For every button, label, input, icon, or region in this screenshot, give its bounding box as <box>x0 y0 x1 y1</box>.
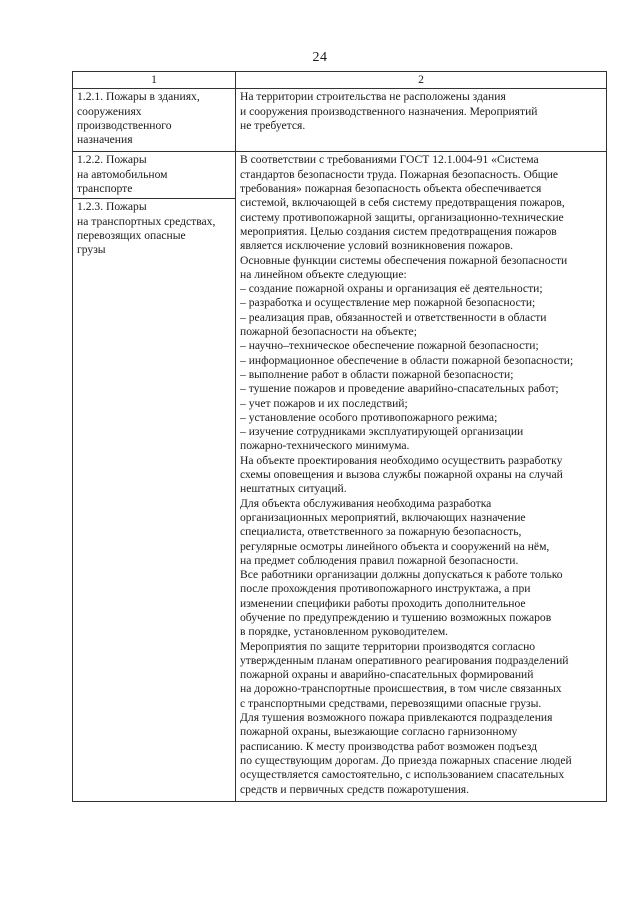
cell-line: Для тушения возможного пожара привлекаются подразделения <box>240 711 553 725</box>
cell-line: пожарной безопасности на объекте; <box>240 325 417 339</box>
cell-line: сооружениях <box>77 104 142 118</box>
cell-line: изменении специфики работы проходить дополнительное <box>240 596 526 610</box>
cell-line: На объекте проектирования необходимо осуществить разработку <box>240 453 563 467</box>
cell-line: пожарной охраны и аварийно-спасательных формирований <box>240 668 534 682</box>
measures-cell-transport <box>236 152 607 801</box>
cell-line: на автомобильном <box>77 167 168 181</box>
cell-line: нештатных ситуаций. <box>240 482 347 496</box>
cell-line: регулярные осмотры линейного объекта и сооружений на нём, <box>240 539 550 553</box>
page-number: 24 <box>312 50 328 65</box>
column-header-2: 2 <box>236 72 607 89</box>
cell-line: 1.2.1. Пожары в зданиях, <box>77 90 200 104</box>
cell-line: на линейном объекте следующие: <box>240 267 407 281</box>
cell-line: в порядке, установленном руководителем. <box>240 625 449 639</box>
cell-line: на транспортных средствах, <box>77 214 216 228</box>
cell-line: Для объекта обслуживания необходима разработка <box>240 496 492 510</box>
hazard-cell-transport <box>73 152 236 801</box>
hazard-block-road-transport <box>77 153 231 196</box>
cell-line: – учет пожаров и их последствий; <box>240 396 408 410</box>
cell-line: осуществляется самостоятельно, с использованием спасательных <box>240 768 565 782</box>
cell-line: стандартов безопасности труда. Пожарная безопасность. Общие <box>240 167 559 181</box>
cell-line: Основные функции системы обеспечения пожарной безопасности <box>240 253 568 267</box>
cell-line: по существующим дорогам. До приезда пожарных спасение людей <box>240 753 572 767</box>
hazard-block-dangerous-goods <box>73 198 235 257</box>
cell-line: пожарной охраны, выезжающие согласно гарнизонному <box>240 725 518 739</box>
cell-line: средств и первичных средств пожаротушения. <box>240 782 470 796</box>
cell-line: системой, включающей в себя систему предотвращения пожаров, <box>240 196 565 210</box>
cell-line: утвержденным планам оперативного реагирования подразделений <box>240 653 569 667</box>
cell-line: 1.2.2. Пожары <box>77 153 147 167</box>
table-header-row <box>73 72 607 89</box>
cell-line: – реализация прав, обязанностей и ответственности в области <box>240 310 547 324</box>
cell-line: производственного <box>77 118 172 132</box>
cell-line: с транспортными средствами, перевозящими опасные грузы. <box>240 696 542 710</box>
cell-line: на предмет соблюдения правил пожарной безопасности. <box>240 553 519 567</box>
cell-line: 1.2.3. Пожары <box>77 200 147 214</box>
cell-line: является исключение условий возникновения пожаров. <box>240 239 514 253</box>
cell-line: пожарно-технического минимума. <box>240 439 410 453</box>
cell-line: систему противопожарной защиты, организационно-технические <box>240 210 564 224</box>
cell-line: организационных мероприятий, включающих назначение <box>240 510 526 524</box>
cell-line: – тушение пожаров и проведение аварийно-спасательных работ; <box>240 382 559 396</box>
cell-line: обучение по предупреждению и тушению возможных пожаров <box>240 610 552 624</box>
cell-line: – научно–техническое обеспечение пожарной безопасности; <box>240 339 539 353</box>
cell-line: – разработка и осуществление мер пожарной безопасности; <box>240 296 536 310</box>
cell-line: и сооружения производственного назначения. Мероприятий <box>240 104 538 118</box>
cell-line: Мероприятия по защите территории производятся согласно <box>240 639 536 653</box>
cell-line: Все работники организации должны допускаться к работе только <box>240 568 563 582</box>
hazard-cell-buildings <box>73 89 236 152</box>
cell-line: расписанию. К месту производства работ возможен подъезд <box>240 739 537 753</box>
cell-line: перевозящих опасные <box>77 228 186 242</box>
cell-line: транспорте <box>77 182 133 196</box>
measures-cell-buildings <box>236 89 607 152</box>
cell-line: В соответствии с требованиями ГОСТ 12.1.004-91 «Система <box>240 153 539 167</box>
table-row <box>73 89 607 152</box>
cell-line: назначения <box>77 133 133 147</box>
table-row <box>73 152 607 801</box>
cell-line: – установление особого противопожарного режима; <box>240 410 498 424</box>
cell-line: – изучение сотрудниками эксплуатирующей организации <box>240 425 524 439</box>
cell-line: На территории строительства не расположены здания <box>240 90 506 104</box>
cell-line: специалиста, ответственного за пожарную безопасность, <box>240 525 522 539</box>
cell-line: не требуется. <box>240 118 306 132</box>
cell-line: схемы оповещения и вызова службы пожарной охраны на случай <box>240 468 563 482</box>
cell-line: требования» пожарная безопасность объекта обеспечивается <box>240 182 542 196</box>
cell-line: – информационное обеспечение в области пожарной безопасности; <box>240 353 574 367</box>
cell-line: грузы <box>77 243 106 257</box>
cell-line: – выполнение работ в области пожарной безопасности; <box>240 367 514 381</box>
fire-safety-table <box>72 71 607 802</box>
column-header-1: 1 <box>73 72 236 89</box>
cell-line: – создание пожарной охраны и организация её деятельности; <box>240 282 543 296</box>
cell-line: мероприятия. Целью создания систем предотвращения пожаров <box>240 224 557 238</box>
cell-line: после прохождения противопожарного инструктажа, а при <box>240 582 531 596</box>
cell-line: на дорожно-транспортные происшествия, в том числе связанных <box>240 682 562 696</box>
